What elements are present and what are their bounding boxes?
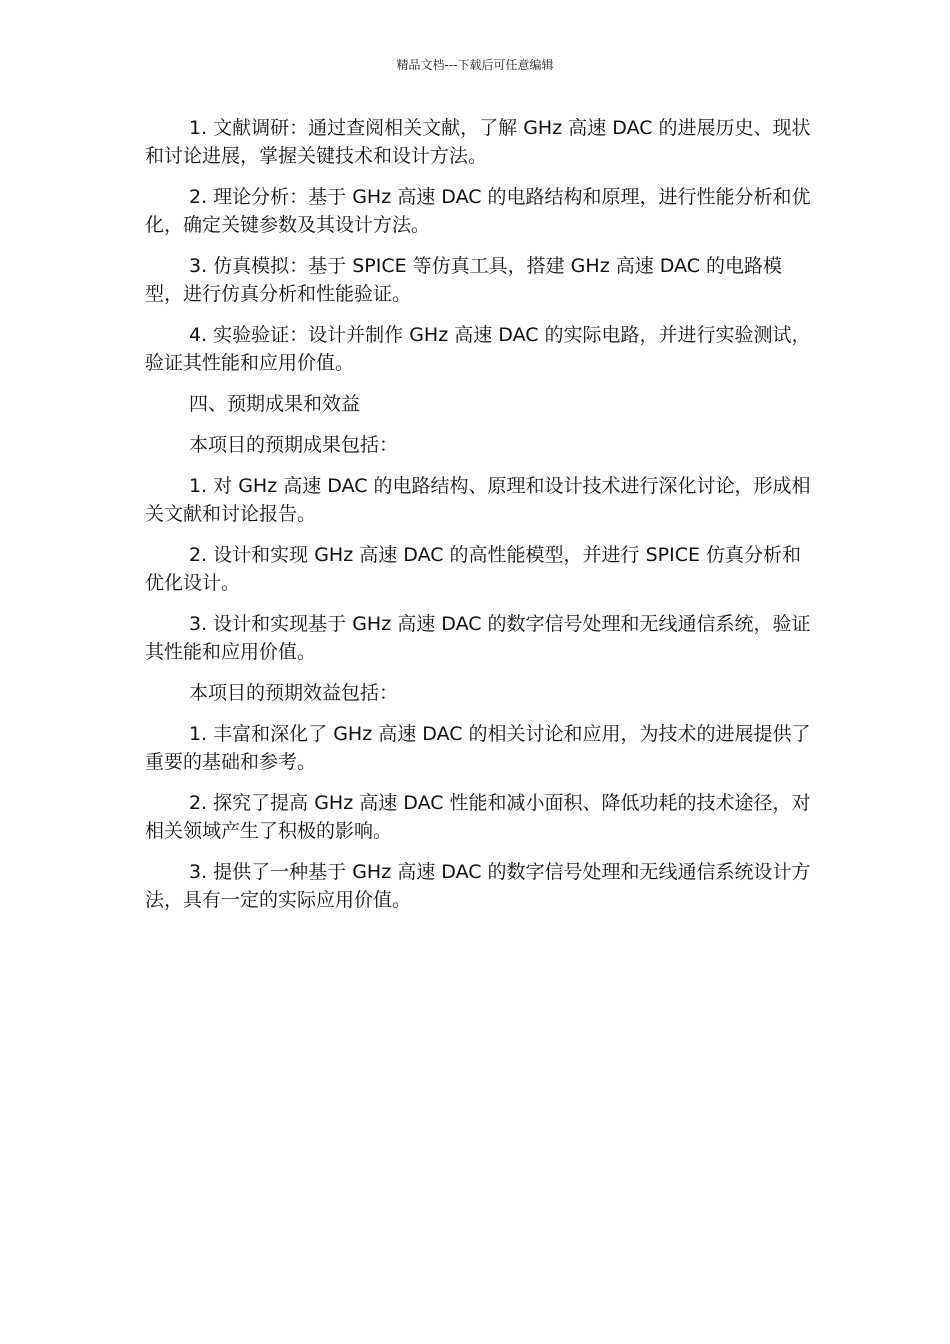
paragraph-method-experiment: 4. 实验验证：设计并制作 GHz 高速 DAC 的实际电路，并进行实验测试，验证其性能和应用价值。 bbox=[145, 324, 811, 374]
paragraph-result-1: 1. 对 GHz 高速 DAC 的电路结构、原理和设计技术进行深化讨论，形成相关文献和讨论报告。 bbox=[145, 475, 811, 525]
paragraph-benefit-3: 3. 提供了一种基于 GHz 高速 DAC 的数字信号处理和无线通信系统设计方法，具有一定的实际应用价值。 bbox=[145, 861, 811, 911]
paragraph-method-simulation: 3. 仿真模拟：基于 SPICE 等仿真工具，搭建 GHz 高速 DAC 的电路模型，进行仿真分析和性能验证。 bbox=[145, 255, 783, 305]
section-heading-expected-results: 四、预期成果和效益 bbox=[189, 393, 361, 415]
paragraph-result-3: 3. 设计和实现基于 GHz 高速 DAC 的数字信号处理和无线通信系统，验证其性能和应用价值。 bbox=[145, 613, 811, 663]
document-body bbox=[145, 114, 815, 927]
paragraph-benefit-1: 1. 丰富和深化了 GHz 高速 DAC 的相关讨论和应用，为技术的进展提供了重要的基础和参考。 bbox=[145, 723, 811, 773]
paragraph-benefits-intro: 本项目的预期效益包括： bbox=[189, 682, 399, 704]
paragraph-method-theory: 2. 理论分析：基于 GHz 高速 DAC 的电路结构和原理，进行性能分析和优化，确定关键参数及其设计方法。 bbox=[145, 186, 811, 236]
paragraph-results-intro: 本项目的预期成果包括： bbox=[189, 434, 399, 456]
paragraph-method-literature: 1. 文献调研：通过查阅相关文献，了解 GHz 高速 DAC 的进展历史、现状和讨论进展，掌握关键技术和设计方法。 bbox=[145, 117, 811, 167]
page-header: 精品文档---下载后可任意编辑 bbox=[396, 58, 554, 72]
paragraph-benefit-2: 2. 探究了提高 GHz 高速 DAC 性能和减小面积、降低功耗的技术途径，对相关领域产生了积极的影响。 bbox=[145, 792, 811, 842]
paragraph-result-2: 2. 设计和实现 GHz 高速 DAC 的高性能模型，并进行 SPICE 仿真分析和优化设计。 bbox=[145, 544, 802, 594]
